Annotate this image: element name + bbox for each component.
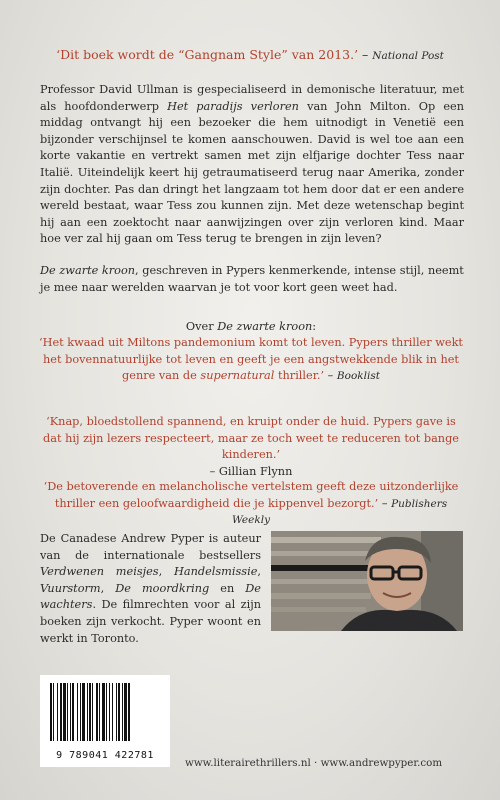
author-book-4: De moordkring [115,581,210,595]
top-quote [30,47,470,62]
review-booklist-italic: supernatural [200,369,275,383]
reviews-heading-title: De zwarte kroon [217,320,313,333]
author-sep-4: en [209,581,246,595]
reviews-heading [41,320,461,333]
reviews-heading-suffix: : [312,320,317,333]
author-photo [271,531,463,631]
top-quote-dash: – [358,47,373,62]
synopsis-book-title: Het paradijs verloren [167,99,299,113]
review-publishers-weekly [36,479,466,529]
author-book-5: De wachters [40,581,261,612]
reviews-heading-prefix: Over [185,320,218,333]
barcode-number: 9 789041 422781 [56,750,154,761]
author-book-3: Vuurstorm [40,581,101,595]
synopsis-text-1: Professor David Ullman is gespecialiseerd in demonische literatuur, met als hoofdonderwerp [40,83,464,113]
author-book-2: Handelsmissie [173,565,258,579]
author-sep-1: , [158,565,174,579]
review-flynn [36,414,466,480]
barcode [40,675,170,767]
style-paragraph-text: , geschreven in Pypers kenmerkende, intense stijl, neemt je mee naar werelden waarvan je tot voor kort geen weet had. [40,264,464,294]
style-paragraph [40,263,464,296]
synopsis [40,82,464,248]
review-booklist-text-end: thriller.’ [274,369,325,383]
author-bio-text: De Canadese Andrew Pyper is auteur van de internationale bestsellers [40,532,261,562]
author-book-1: Verdwenen meisjes [40,565,159,579]
review-pw-text: ‘De betoverende en melancholische vertelstem geeft deze uitzonderlijke thriller een geloofwaardigheid die je kippenvel bezorgt.’ [43,480,459,510]
review-booklist-text: ‘Het kwaad uit Miltons pandemonium komt tot leven. Pypers thriller wekt het bovennatuurlijke tot leven en geeft je een angstwekkende blik in het genre van de [39,336,463,383]
author-sep-2: , [257,565,261,579]
review-booklist-dash: – [324,369,337,383]
style-paragraph-title: De zwarte kroon [40,264,136,277]
review-booklist-source: Booklist [336,370,380,383]
review-booklist [36,335,466,385]
author-bio-end: . De filmrechten voor al zijn boeken zijn verkocht. Pyper woont en werkt in Toronto. [40,598,261,645]
review-pw-dash: – [378,496,392,510]
author-bio [40,531,261,647]
barcode-bars [40,675,170,745]
review-flynn-source: – Gillian Flynn [209,464,293,478]
website-links: www.literairethrillers.nl · www.andrewpyper.com [185,757,443,769]
author-portrait-illustration [271,531,463,631]
review-pw-source: Publishers Weekly [231,497,448,527]
top-quote-text: ‘Dit boek wordt de “Gangnam Style” van 2013.’ [56,47,359,62]
synopsis-text-2: van John Milton. Op een middag ontvangt hij een bezoeker die hem uitnodigt in Venetië een bijzonder verschijnsel te komen aanschouwen. David is wel toe aan een korte vakantie en vertrekt samen met zijn elfjarige dochter Tess naar Italië. Uiteindelijk keert hij getraumatiseerd terug naar Amerika, zonder zijn dochter. Pas dan dringt het langzaam tot hem door dat er een andere wereld bestaat, waar Tess zou kunnen zijn. Met deze wetenschap begint hij aan een zoektocht naar aanwijzingen over zijn verloren kind. Maar hoe ver zal hij gaan om Tess terug te brengen in zijn leven? [40,99,465,246]
top-quote-source: National Post [372,50,444,62]
review-flynn-text: ‘Knap, bloedstollend spannend, en kruipt onder de huid. Pypers gave is dat hij zijn lezers respecteert, maar ze toch weet te reduceren tot bange kinderen.’ [42,415,459,462]
author-sep-3: , [100,581,116,595]
